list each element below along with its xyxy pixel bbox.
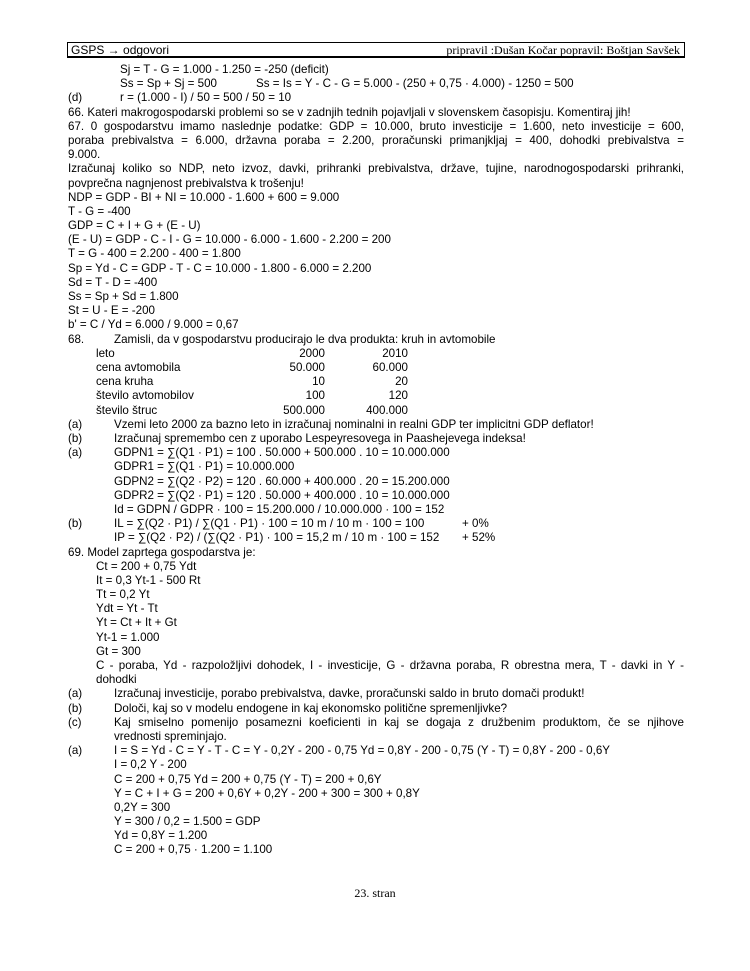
answer-line: GDP = C + I + G + (E - U) (68, 219, 201, 233)
table-cell: 50.000 (289, 361, 325, 374)
model-equation: Yt = Ct + It + Gt (96, 616, 177, 630)
model-equation: It = 0,3 Yt-1 - 500 Rt (96, 573, 201, 587)
percent-change: + 52% (462, 531, 496, 545)
model-equation: Yt-1 = 1.000 (96, 630, 160, 644)
answer-line: b' = C / Yd = 6.000 / 9.000 = 0,67 (68, 318, 239, 332)
answer-line: Y = C + I + G = 200 + 0,6Y + 0,2Y - 200 + 300 = 300 + 0,8Y (114, 786, 420, 800)
text-fragment: Izračunaj spremembo cen z uporabo Lespeyresovega in Paashejevega indeksa! (114, 432, 526, 445)
table-header: 2010 (382, 346, 408, 360)
answer-line (68, 517, 684, 531)
text-line (68, 91, 684, 105)
text-fragment: Določi, kaj so v modelu endogene in kaj ekonomsko politične spremenljivke? (114, 701, 508, 715)
model-legend: C - poraba, Yd - razpoložljivi dohodek, I - investicije, G - državna poraba, R obrestna mera, T - davki in Y - (96, 659, 684, 672)
table-header-row (96, 347, 408, 361)
text-fragment: r = (1.000 - I) / 50 = 500 / 50 = 10 (120, 91, 292, 105)
answer-line (68, 744, 684, 758)
text-fragment: Ss = Is = Y - C - G = 5.000 - (250 + 0,75 · 4.000) - 1250 = 500 (256, 77, 574, 91)
table-row (96, 361, 408, 375)
text-fragment: Ss = Sp + Sj = 500 (120, 77, 218, 91)
answer-line (68, 531, 684, 545)
question-number: 68. (68, 332, 85, 346)
answer-line: Ss = Sp + Sd = 1.800 (68, 290, 179, 304)
item-label: (c) (68, 715, 82, 729)
model-legend: dohodki (96, 673, 137, 687)
table-row (96, 389, 408, 403)
text-fragment: Kaj smiselno pomenijo posamezni koeficienti in kaj se dogaja z družbenim produktom, če se njihove (114, 715, 684, 729)
table-cell: 120 (388, 389, 408, 403)
table-cell: 100 (305, 389, 325, 403)
table-cell: 60.000 (372, 361, 408, 374)
question-67-line: 9.000. (68, 148, 101, 162)
text-fragment: IL = ∑(Q2 · P1) / ∑(Q1 · P1) · 100 = 10 m / 10 m · 100 = 100 (114, 517, 425, 531)
item-label: (b) (68, 517, 83, 531)
answer-line: GDPN2 = ∑(Q2 · P2) = 120 . 60.000 + 400.000 . 20 = 15.200.000 (114, 474, 450, 488)
question-69: 69. Model zaprtega gospodarstva je: (68, 545, 256, 559)
answer-line: Id = GDPN / GDPR · 100 = 15.200.000 / 10.000.000 · 100 = 152 (114, 502, 445, 516)
answer-line: GDPR1 = ∑(Q1 · P1) = 10.000.000 (114, 460, 295, 474)
answer-line: Sd = T - D = -400 (68, 275, 158, 289)
table-header: 2000 (299, 346, 325, 360)
table-cell: 10 (312, 375, 325, 389)
text-fragment: IP = ∑(Q2 · P2) / (∑(Q2 · P1) · 100 = 15,2 m / 10 m · 100 = 152 (114, 531, 440, 545)
table-cell: 400.000 (366, 403, 408, 417)
header-authors: pripravil :Dušan Kočar popravil: Boštjan Savšek (446, 43, 680, 57)
answer-line: C = 200 + 0,75 · 1.200 = 1.100 (114, 843, 273, 857)
answer-line: C = 200 + 0,75 Yd = 200 + 0,75 (Y - T) = 200 + 0,6Y (114, 772, 382, 786)
model-equation: Ct = 200 + 0,75 Ydt (96, 559, 197, 573)
page-number: 23. stran (354, 886, 396, 900)
text-fragment: I = S = Yd - C = Y - T - C = Y - 0,2Y - 200 - 0,75 Yd = 0,8Y - 200 - 0,75 (Y - T) = 0,8Y - 200 - 0,6Y (114, 744, 611, 758)
answer-line: I = 0,2 Y - 200 (114, 758, 187, 772)
item-label: (b) (68, 432, 83, 445)
sub-question: vrednosti spreminjajo. (114, 729, 227, 743)
item-label: (b) (68, 701, 83, 715)
answer-line: Y = 300 / 0,2 = 1.500 = GDP (114, 815, 261, 829)
text-fragment: Vzemi leto 2000 za bazno leto in izračunaj nominalni in realni GDP ter implicitni GDP deflator! (114, 417, 594, 431)
table-header: leto (96, 346, 115, 360)
question-66: 66. Kateri makrogospodarski problemi so se v zadnjih tednih pojavljali v slovenskem časopisju. Komentiraj jih! (68, 105, 631, 119)
model-equation: Ydt = Yt - Tt (96, 602, 158, 616)
question-68 (68, 333, 684, 347)
answer-line: GDPR2 = ∑(Q2 · P1) = 120 . 50.000 + 400.000 . 10 = 10.000.000 (114, 488, 450, 502)
question-text: Zamisli, da v gospodarstvu producirajo le dva produkta: kruh in avtomobile (114, 332, 496, 346)
model-equation: Gt = 300 (96, 644, 141, 658)
sub-question (68, 432, 684, 446)
text-fragment: GDPN1 = ∑(Q1 · P1) = 100 . 50.000 + 500.000 . 10 = 10.000.000 (114, 446, 450, 460)
question-67-line: poraba prebivalstva = 6.000, državna poraba = 2.200, proračunski primanjkljaj = 400, dohodki prebivalstva = (68, 133, 684, 147)
item-label: (a) (68, 687, 83, 701)
sub-question (68, 418, 684, 432)
sub-question (68, 687, 684, 701)
question-67-line: 67. 0 gospodarstvu imamo naslednje podatke: GDP = 10.000, bruto investicije = 1.600, neto investicije = 600, (68, 119, 684, 133)
header-title: GSPS → odgovori (71, 43, 170, 57)
table-cell: število avtomobilov (96, 389, 194, 403)
table-cell: število štruc (96, 403, 158, 417)
page-content (68, 63, 684, 858)
table-cell: cena avtomobila (96, 361, 181, 374)
table-cell: cena kruha (96, 375, 154, 389)
answer-line: T - G = -400 (68, 204, 131, 218)
answer-line: Yd = 0,8Y = 1.200 (114, 829, 208, 843)
item-label: (a) (68, 446, 83, 460)
text-line: Sj = T - G = 1.000 - 1.250 = -250 (deficit) (120, 63, 329, 76)
question-67-line: povprečna nagnjenost prebivalstva k trošenju! (68, 176, 304, 190)
answer-line: 0,2Y = 300 (114, 800, 171, 814)
text-fragment: Izračunaj investicije, porabo prebivalstva, davke, proračunski saldo in bruto domači produkt! (114, 687, 585, 701)
sub-question (68, 702, 684, 716)
answer-line: T = G - 400 = 2.200 - 400 = 1.800 (68, 247, 241, 261)
answer-line: NDP = GDP - BI + NI = 10.000 - 1.600 + 600 = 9.000 (68, 190, 340, 204)
page-header (67, 42, 685, 58)
model-equation: Tt = 0,2 Yt (96, 588, 150, 602)
question-67-line: Izračunaj koliko so NDP, neto izvoz, davki, prihranki prebivalstva, države, tujine, narodnogospodarski prihranki, (68, 162, 684, 176)
text-line (68, 77, 684, 91)
table-row (96, 404, 408, 418)
item-label: (d) (68, 91, 83, 105)
sub-question (68, 716, 684, 730)
answer-line: St = U - E = -200 (68, 304, 155, 318)
item-label: (a) (68, 744, 83, 758)
answer-line (68, 446, 684, 460)
answer-line: Sp = Yd - C = GDP - T - C = 10.000 - 1.800 - 6.000 = 2.200 (68, 261, 372, 275)
item-label: (a) (68, 417, 83, 431)
percent-change: + 0% (462, 517, 489, 531)
table-cell: 500.000 (283, 403, 325, 417)
answer-line: (E - U) = GDP - C - I - G = 10.000 - 6.000 - 1.600 - 2.200 = 200 (68, 233, 391, 247)
products-table (96, 347, 408, 418)
table-cell: 20 (395, 375, 408, 389)
table-row (96, 375, 408, 389)
